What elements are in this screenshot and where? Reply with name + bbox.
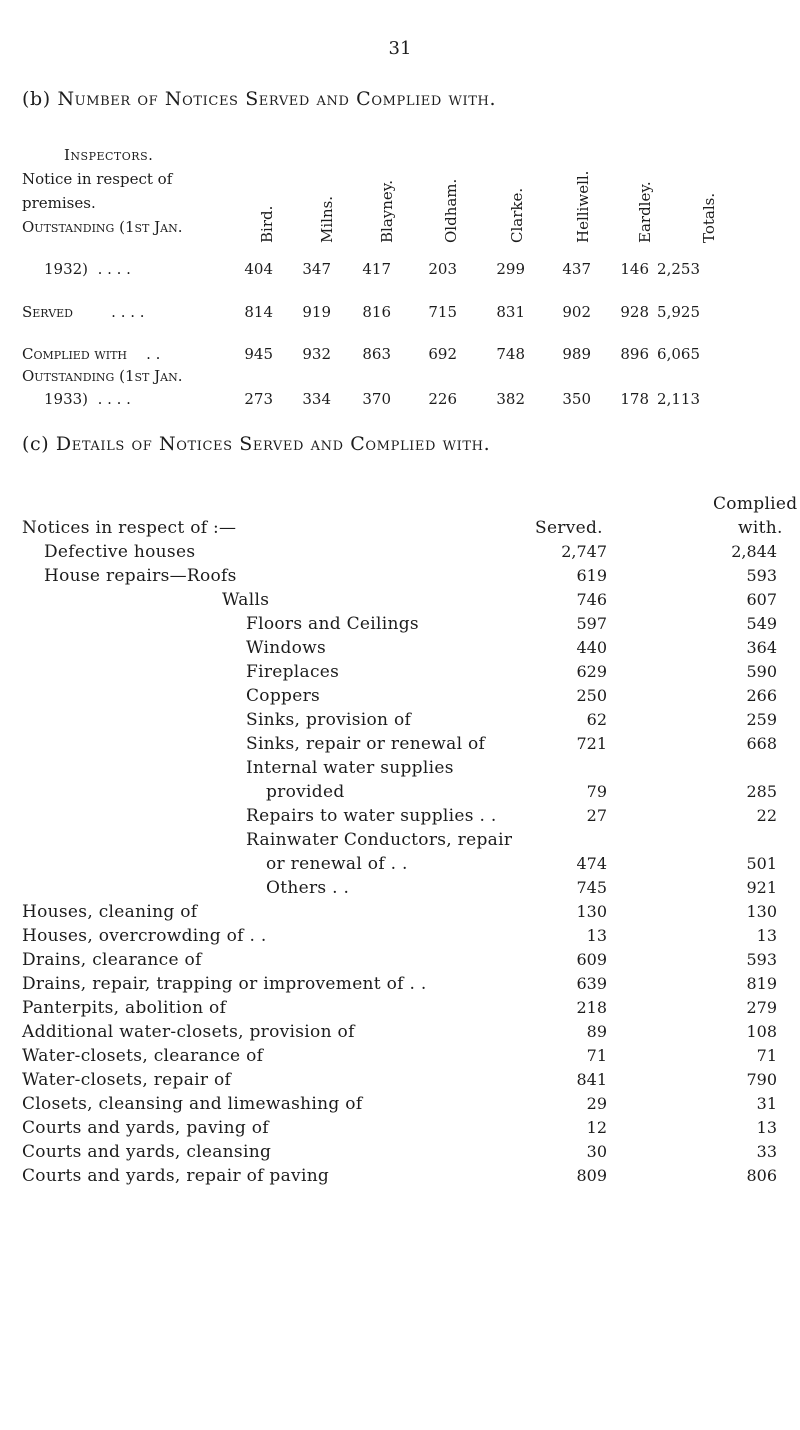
- detail-row-complied: 33: [756, 1142, 777, 1161]
- col-header-eardley: Eardley.: [636, 181, 654, 243]
- value-cell: 382: [496, 390, 525, 408]
- detail-row-complied: 22: [756, 806, 777, 825]
- value-cell: 273: [244, 390, 273, 408]
- detail-row-complied: 2,844: [731, 542, 777, 561]
- detail-row-label: Water-closets, clearance of: [22, 1046, 264, 1066]
- detail-row-label: Floors and Ceilings: [246, 614, 419, 634]
- detail-row-label: Others . .: [266, 878, 350, 898]
- detail-row-complied: 501: [746, 854, 777, 873]
- detail-row-label: or renewal of . .: [266, 854, 408, 874]
- detail-row-label: Drains, repair, trapping or improvement of . .: [22, 974, 427, 994]
- section-c-label: (c): [22, 433, 50, 455]
- detail-row-served: 2,747: [561, 542, 607, 561]
- detail-row-served: 619: [576, 566, 607, 585]
- detail-row-label: Defective houses: [44, 542, 196, 562]
- detail-row-complied: 593: [746, 566, 777, 585]
- detail-row-served: 809: [576, 1166, 607, 1185]
- detail-row-label: Houses, cleaning of: [22, 902, 198, 922]
- detail-row-label: provided: [266, 782, 345, 802]
- value-cell: 945: [244, 345, 273, 363]
- detail-row-served: 62: [586, 710, 607, 729]
- value-cell: 5,925: [657, 303, 700, 321]
- detail-row-served: 440: [576, 638, 607, 657]
- detail-row-label: Windows: [246, 638, 327, 658]
- detail-row-served: 841: [576, 1070, 607, 1089]
- value-cell: 437: [562, 260, 591, 278]
- col-header-oldham: Oldham.: [442, 178, 460, 243]
- row-label-1932: 1932) . . . .: [44, 260, 131, 278]
- detail-row-complied: 607: [746, 590, 777, 609]
- value-cell: 989: [562, 345, 591, 363]
- detail-row-label: House repairs—Roofs: [44, 566, 237, 586]
- value-cell: 226: [428, 390, 457, 408]
- detail-row-complied: 13: [756, 926, 777, 945]
- detail-row-complied: 593: [746, 950, 777, 969]
- row-label-served: Served . . . .: [22, 303, 145, 321]
- row-header-line-1: Notice in respect of: [22, 170, 173, 188]
- detail-row-served: 89: [586, 1022, 607, 1041]
- detail-row-served: 29: [586, 1094, 607, 1113]
- value-cell: 919: [302, 303, 331, 321]
- detail-row-served: 79: [586, 782, 607, 801]
- value-cell: 334: [302, 390, 331, 408]
- detail-row-complied: 819: [746, 974, 777, 993]
- detail-row-label: Courts and yards, paving of: [22, 1118, 269, 1138]
- detail-row-served: 27: [586, 806, 607, 825]
- value-cell: 814: [244, 303, 273, 321]
- detail-row-complied: 108: [746, 1022, 777, 1041]
- detail-row-complied: 130: [746, 902, 777, 921]
- detail-row-label: Repairs to water supplies . .: [246, 806, 497, 826]
- detail-row-label: Panterpits, abolition of: [22, 998, 227, 1018]
- col-header-totals: Totals.: [700, 192, 718, 243]
- detail-row-complied: 806: [746, 1166, 777, 1185]
- detail-row-complied: 13: [756, 1118, 777, 1137]
- col-header-helliwell: Helliwell.: [574, 170, 592, 243]
- detail-row-label: Houses, overcrowding of . .: [22, 926, 267, 946]
- detail-row-complied: 279: [746, 998, 777, 1017]
- page-number: 31: [388, 38, 412, 59]
- col-header-milns: Milns.: [318, 195, 336, 243]
- detail-row-served: 30: [586, 1142, 607, 1161]
- section-b-heading: [22, 88, 496, 110]
- detail-row-complied: 364: [746, 638, 777, 657]
- detail-row-complied: 31: [756, 1094, 777, 1113]
- detail-row-served: 629: [576, 662, 607, 681]
- section-b-title: Number of Notices Served and Complied with.: [57, 88, 497, 110]
- detail-row-served: 639: [576, 974, 607, 993]
- detail-row-complied: 285: [746, 782, 777, 801]
- value-cell: 928: [620, 303, 649, 321]
- detail-row-served: 597: [576, 614, 607, 633]
- intro-text: Notices in respect of :—: [22, 518, 237, 538]
- col-complied-line1: Complied: [713, 494, 798, 514]
- value-cell: 863: [362, 345, 391, 363]
- detail-row-served: 250: [576, 686, 607, 705]
- row-header-line-3: Outstanding (1st Jan.: [22, 218, 183, 236]
- value-cell: 299: [496, 260, 525, 278]
- detail-row-label: Closets, cleansing and limewashing of: [22, 1094, 363, 1114]
- detail-row-complied: 266: [746, 686, 777, 705]
- detail-row-complied: 549: [746, 614, 777, 633]
- detail-row-label: Sinks, repair or renewal of: [246, 734, 486, 754]
- value-cell: 178: [620, 390, 649, 408]
- value-cell: 6,065: [657, 345, 700, 363]
- value-cell: 715: [428, 303, 457, 321]
- row-label-1933: 1933) . . . .: [44, 390, 131, 408]
- detail-row-label: Rainwater Conductors, repair: [246, 830, 513, 850]
- value-cell: 831: [496, 303, 525, 321]
- detail-row-label: Additional water-closets, provision of: [22, 1022, 355, 1042]
- value-cell: 2,113: [657, 390, 700, 408]
- col-header-blayney: Blayney.: [378, 179, 396, 243]
- value-cell: 932: [302, 345, 331, 363]
- col-complied-line2: with.: [738, 518, 783, 538]
- detail-row-served: 218: [576, 998, 607, 1017]
- value-cell: 404: [244, 260, 273, 278]
- section-c-title: Details of Notices Served and Complied with.: [55, 433, 491, 455]
- value-cell: 896: [620, 345, 649, 363]
- section-c-heading: [22, 433, 490, 455]
- detail-row-complied: 259: [746, 710, 777, 729]
- value-cell: 816: [362, 303, 391, 321]
- detail-row-label: Internal water supplies: [246, 758, 454, 778]
- detail-row-label: Walls: [222, 590, 270, 610]
- value-cell: 417: [362, 260, 391, 278]
- value-cell: 692: [428, 345, 457, 363]
- value-cell: 2,253: [657, 260, 700, 278]
- value-cell: 748: [496, 345, 525, 363]
- detail-row-complied: 668: [746, 734, 777, 753]
- value-cell: 146: [620, 260, 649, 278]
- detail-row-served: 12: [586, 1118, 607, 1137]
- detail-row-label: Coppers: [246, 686, 321, 706]
- value-cell: 902: [562, 303, 591, 321]
- detail-row-served: 746: [576, 590, 607, 609]
- detail-row-label: Fireplaces: [246, 662, 340, 682]
- row-label-outstanding-1933-line1: Outstanding (1st Jan.: [22, 367, 183, 385]
- col-header-bird: Bird.: [258, 205, 276, 243]
- detail-row-label: Courts and yards, cleansing: [22, 1142, 272, 1162]
- value-cell: 347: [302, 260, 331, 278]
- value-cell: 370: [362, 390, 391, 408]
- detail-row-label: Sinks, provision of: [246, 710, 412, 730]
- col-served: Served.: [535, 518, 603, 538]
- detail-row-served: 13: [586, 926, 607, 945]
- value-cell: 350: [562, 390, 591, 408]
- detail-row-served: 721: [576, 734, 607, 753]
- detail-row-label: Water-closets, repair of: [22, 1070, 232, 1090]
- detail-row-served: 130: [576, 902, 607, 921]
- detail-row-complied: 71: [756, 1046, 777, 1065]
- detail-row-label: Drains, clearance of: [22, 950, 202, 970]
- detail-row-served: 609: [576, 950, 607, 969]
- detail-row-complied: 590: [746, 662, 777, 681]
- detail-row-served: 474: [576, 854, 607, 873]
- detail-row-served: 71: [586, 1046, 607, 1065]
- detail-row-label: Courts and yards, repair of paving: [22, 1166, 330, 1186]
- row-header-line-2: premises.: [22, 194, 96, 212]
- detail-row-complied: 921: [746, 878, 777, 897]
- value-cell: 203: [428, 260, 457, 278]
- inspectors-label: Inspectors.: [64, 146, 154, 164]
- col-header-clarke: Clarke.: [508, 187, 526, 243]
- row-label-complied: Complied with . .: [22, 345, 161, 363]
- detail-row-complied: 790: [746, 1070, 777, 1089]
- section-b-label: (b): [22, 88, 51, 110]
- detail-row-served: 745: [576, 878, 607, 897]
